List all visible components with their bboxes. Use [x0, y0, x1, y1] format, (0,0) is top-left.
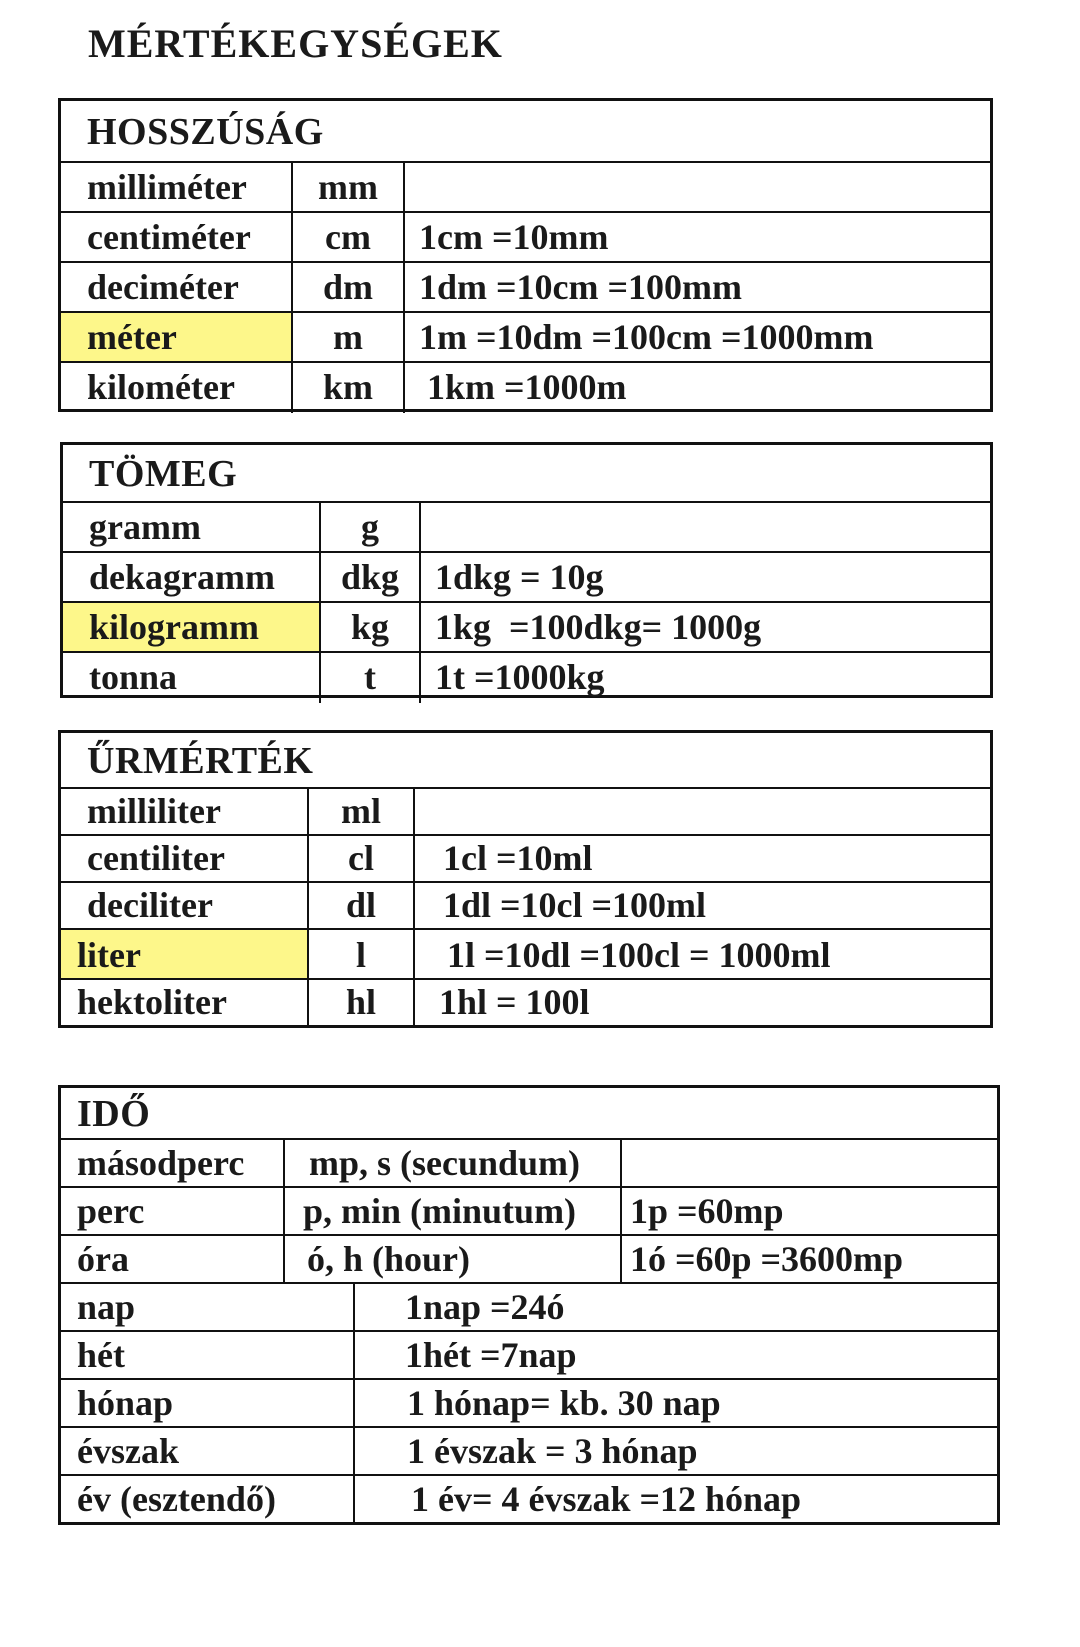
unit-name-cell-highlighted: kilogramm — [63, 603, 321, 651]
unit-symbol-cell: g — [321, 503, 421, 551]
unit-symbol-cell: ml — [309, 789, 415, 834]
unit-name-cell: deciliter — [61, 883, 309, 928]
time-unit-name-cell: hónap — [61, 1380, 355, 1426]
time-conversion-cell: 1p =60mp — [630, 1191, 784, 1231]
time-unit-name-cell: óra — [61, 1236, 285, 1282]
time-conversion-cell: 1hét =7nap — [405, 1335, 577, 1375]
unit-name-cell: centiliter — [61, 836, 309, 881]
conversion-cell — [421, 503, 990, 551]
table-row — [61, 1332, 997, 1380]
unit-symbol-cell: km — [293, 363, 405, 413]
unit-symbol-cell: dkg — [321, 553, 421, 601]
conversion-cell: 1t =1000kg — [435, 657, 605, 697]
conversion-cell: 1km =1000m — [427, 367, 627, 407]
table-row — [61, 363, 990, 413]
table-row — [63, 653, 990, 703]
table-row — [61, 1428, 997, 1476]
time-conversion-cell: 1ó =60p =3600mp — [630, 1239, 904, 1279]
time-unit-symbol-cell: p, min (minutum) — [285, 1188, 622, 1234]
conversion-cell: 1l =10dl =100cl = 1000ml — [447, 935, 831, 975]
time-unit-name-cell: másodperc — [61, 1140, 285, 1186]
table-row — [63, 603, 990, 653]
unit-name-cell: gramm — [63, 503, 321, 551]
unit-name-cell: tonna — [63, 653, 321, 703]
time-unit-name-cell: évszak — [61, 1428, 355, 1474]
unit-symbol-cell: cl — [309, 836, 415, 881]
unit-name-cell: dekagramm — [63, 553, 321, 601]
conversion-cell: 1kg =100dkg= 1000g — [435, 607, 762, 647]
time-unit-name-cell: perc — [61, 1188, 285, 1234]
time-table — [58, 1085, 1000, 1525]
table-row — [61, 1476, 997, 1524]
volume-table-title: ŰRMÉRTÉK — [61, 733, 990, 789]
length-table-title: HOSSZÚSÁG — [61, 101, 990, 163]
time-table-title: IDŐ — [61, 1088, 997, 1140]
table-row — [61, 930, 990, 980]
mass-table — [60, 442, 993, 698]
unit-name-cell: centiméter — [61, 213, 293, 261]
mass-table-title: TÖMEG — [63, 445, 990, 503]
unit-name-cell: milliliter — [61, 789, 309, 834]
time-conversion-cell: 1nap =24ó — [405, 1287, 565, 1327]
unit-symbol-cell: t — [321, 653, 421, 703]
unit-name-cell: milliméter — [61, 163, 293, 211]
table-row — [61, 980, 990, 1027]
length-table — [58, 98, 993, 412]
conversion-cell: 1hl = 100l — [439, 982, 590, 1022]
time-unit-symbol-cell: ó, h (hour) — [285, 1236, 622, 1282]
unit-symbol-cell: mm — [293, 163, 405, 211]
table-row — [61, 313, 990, 363]
conversion-cell — [415, 789, 990, 834]
unit-symbol-cell: kg — [321, 603, 421, 651]
page-title: MÉRTÉKEGYSÉGEK — [88, 21, 503, 66]
unit-symbol-cell: l — [309, 930, 415, 978]
time-conversion-cell: 1 hónap= kb. 30 nap — [407, 1383, 721, 1423]
table-row — [61, 1380, 997, 1428]
table-row — [61, 163, 990, 213]
conversion-cell: 1dm =10cm =100mm — [419, 267, 742, 307]
conversion-cell: 1cl =10ml — [443, 838, 593, 878]
table-row — [61, 883, 990, 930]
table-row — [61, 836, 990, 883]
table-row — [61, 263, 990, 313]
unit-name-cell: deciméter — [61, 263, 293, 311]
time-conversion-cell — [622, 1140, 997, 1186]
conversion-cell: 1m =10dm =100cm =1000mm — [419, 317, 874, 357]
table-row — [63, 553, 990, 603]
time-unit-symbol-cell: mp, s (secundum) — [285, 1140, 622, 1186]
table-row — [61, 1140, 997, 1188]
conversion-cell: 1cm =10mm — [419, 217, 609, 257]
conversion-cell — [405, 163, 990, 211]
unit-name-cell: kilométer — [61, 363, 293, 413]
table-row — [63, 503, 990, 553]
table-row — [61, 213, 990, 263]
time-unit-name-cell: év (esztendő) — [61, 1476, 355, 1524]
conversion-cell: 1dkg = 10g — [435, 557, 604, 597]
table-row — [61, 1188, 997, 1236]
volume-table — [58, 730, 993, 1028]
time-unit-name-cell: nap — [61, 1284, 355, 1330]
unit-symbol-cell: cm — [293, 213, 405, 261]
time-unit-name-cell: hét — [61, 1332, 355, 1378]
unit-name-cell: hektoliter — [61, 980, 309, 1027]
time-conversion-cell: 1 évszak = 3 hónap — [407, 1431, 698, 1471]
conversion-cell: 1dl =10cl =100ml — [443, 885, 707, 925]
unit-name-cell-highlighted: liter — [61, 930, 309, 978]
table-row — [61, 1236, 997, 1284]
time-conversion-cell: 1 év= 4 évszak =12 hónap — [411, 1479, 802, 1519]
unit-symbol-cell: hl — [309, 980, 415, 1027]
table-row — [61, 1284, 997, 1332]
unit-symbol-cell: dl — [309, 883, 415, 928]
unit-symbol-cell: m — [293, 313, 405, 361]
table-row — [61, 789, 990, 836]
unit-name-cell-highlighted: méter — [61, 313, 293, 361]
unit-symbol-cell: dm — [293, 263, 405, 311]
